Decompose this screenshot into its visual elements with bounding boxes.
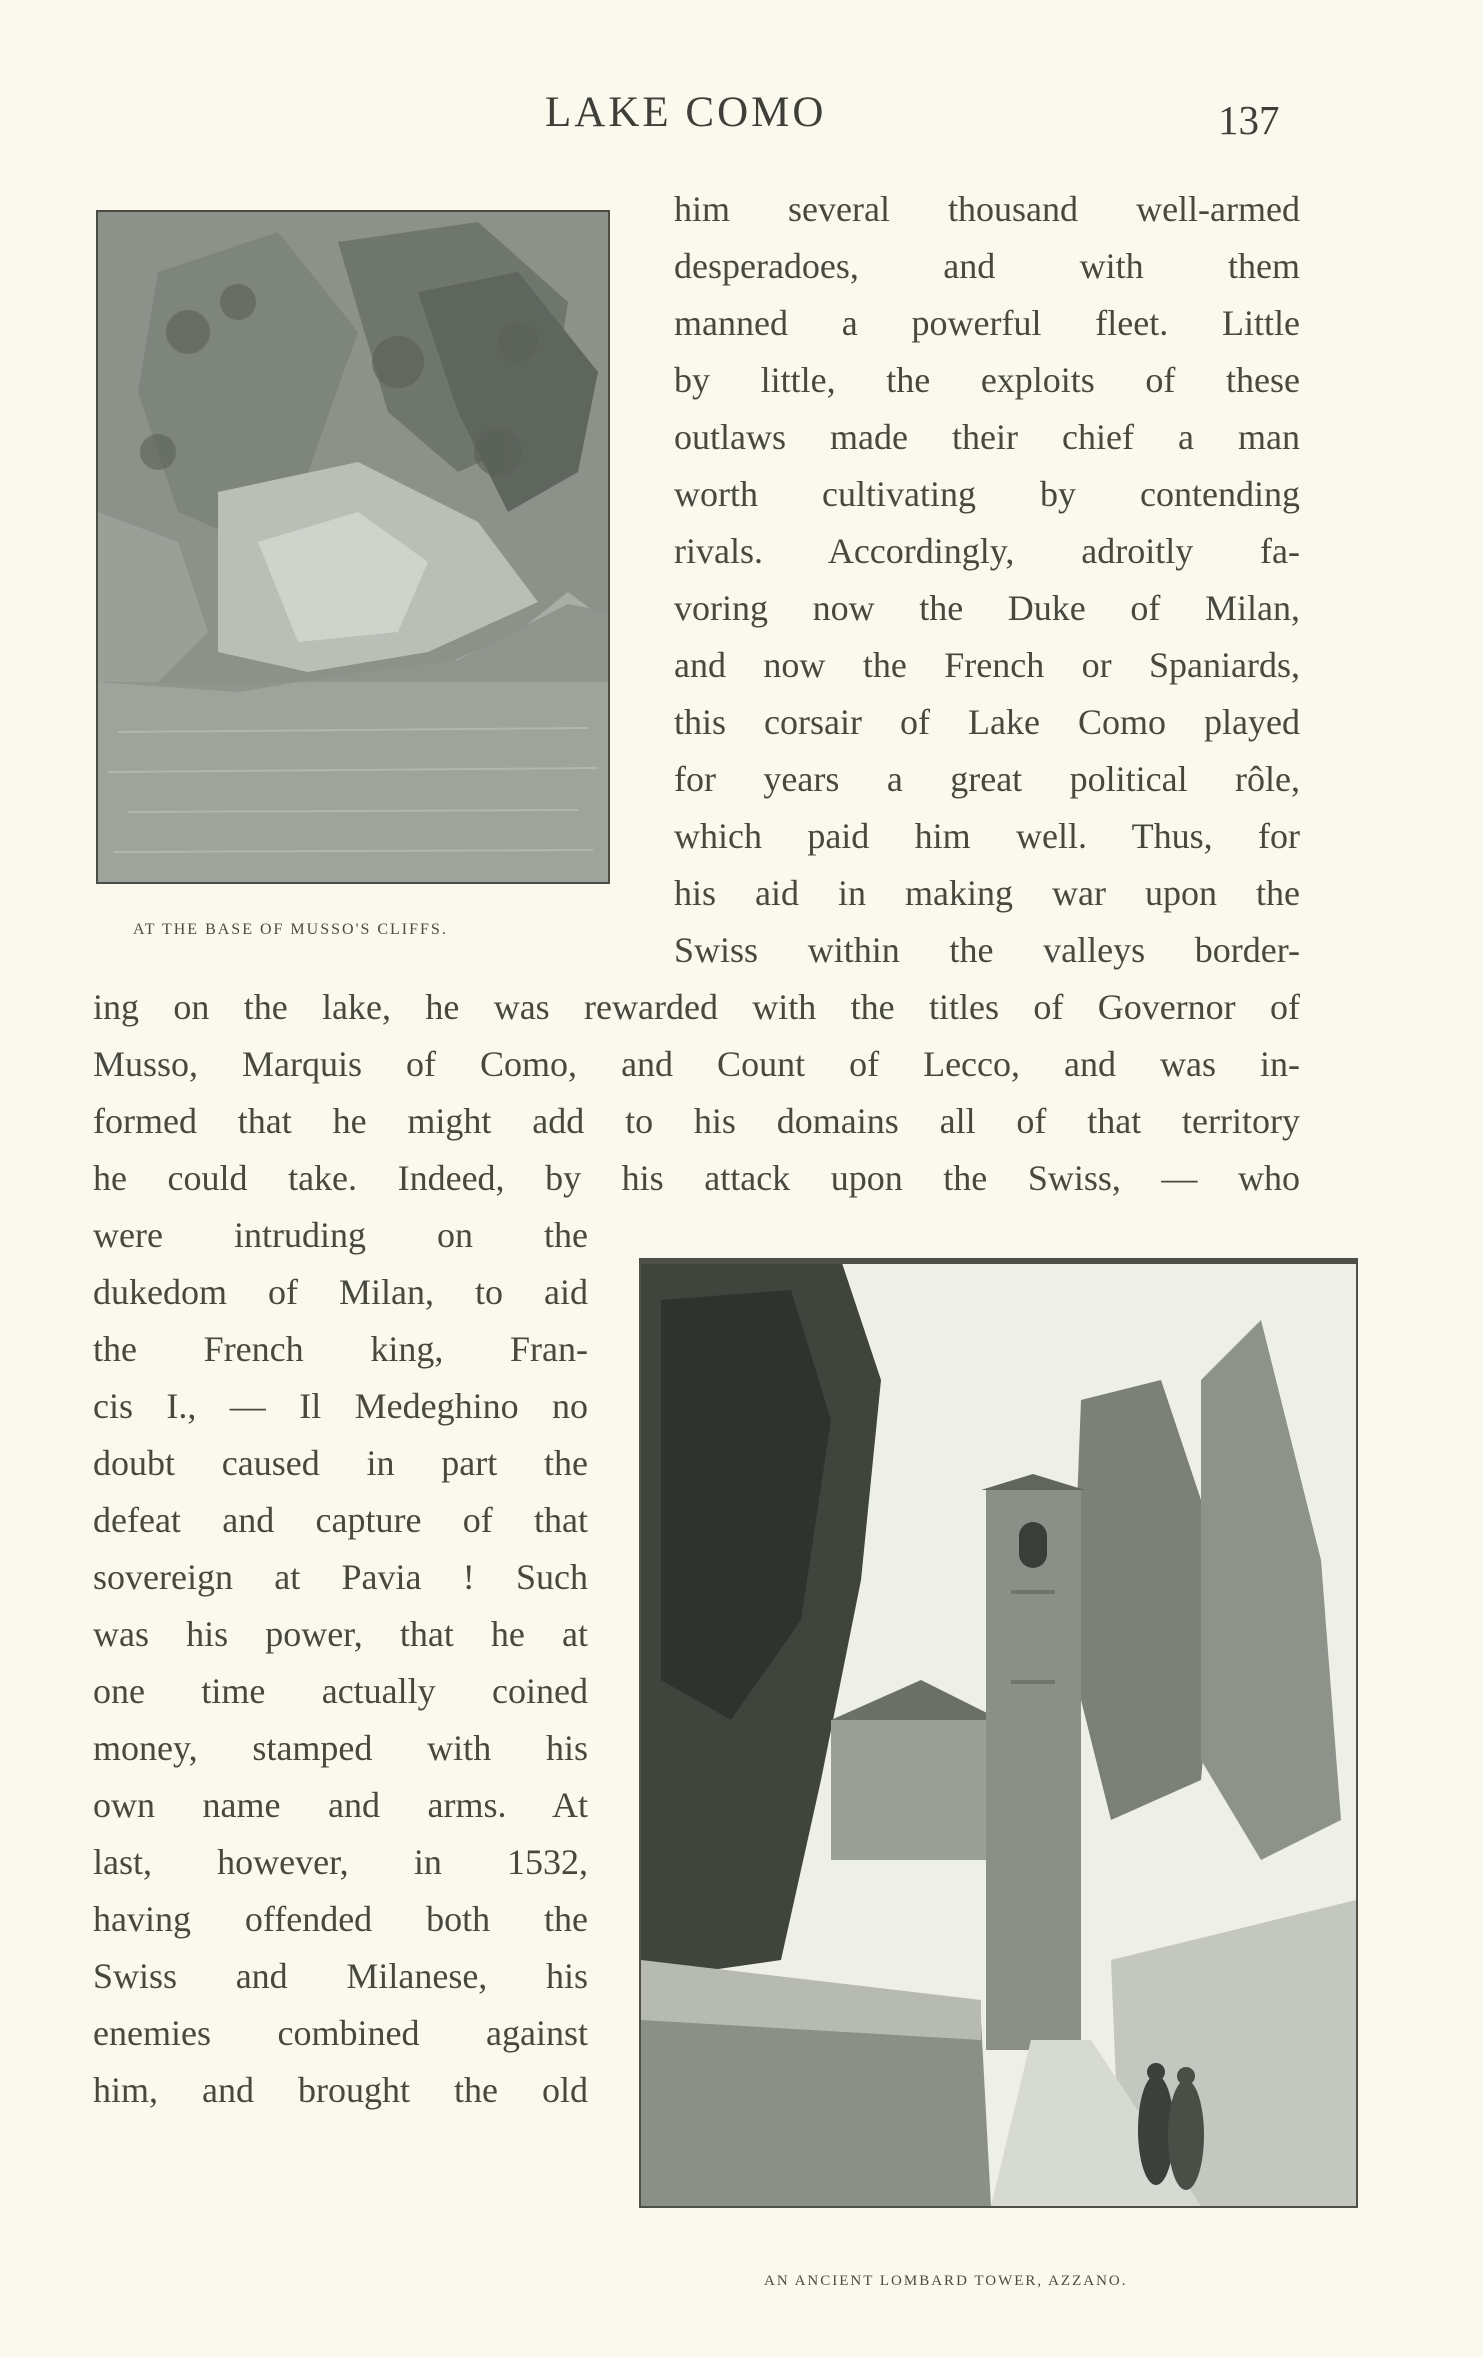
text-line: Musso, Marquis of Como, and Count of Lecco, and was in-	[93, 1044, 1300, 1084]
text-line: he could take. Indeed, by his attack upon the Swiss, — who	[93, 1158, 1300, 1198]
text-line: having offended both the	[93, 1899, 588, 1939]
text-line: Swiss within the valleys border-	[674, 930, 1300, 970]
text-line: own name and arms. At	[93, 1785, 588, 1825]
text-line: for years a great political rôle,	[674, 759, 1300, 799]
text-line: him, and brought the old	[93, 2070, 588, 2110]
text-line: defeat and capture of that	[93, 1500, 588, 1540]
text-line: and now the French or Spaniards,	[674, 645, 1300, 685]
running-title: LAKE COMO	[545, 89, 827, 136]
text-line: the French king, Fran-	[93, 1329, 588, 1369]
figure-caption: AN ANCIENT LOMBARD TOWER, AZZANO.	[764, 2273, 1128, 2289]
text-line: one time actually coined	[93, 1671, 588, 1711]
text-line: was his power, that he at	[93, 1614, 588, 1654]
text-line: last, however, in 1532,	[93, 1842, 588, 1882]
page-number: 137	[1218, 97, 1280, 143]
text-line: voring now the Duke of Milan,	[674, 588, 1300, 628]
text-line: outlaws made their chief a man	[674, 417, 1300, 457]
text-line: money, stamped with his	[93, 1728, 588, 1768]
text-line: by little, the exploits of these	[674, 360, 1300, 400]
text-line: enemies combined against	[93, 2013, 588, 2053]
text-line: desperadoes, and with them	[674, 246, 1300, 286]
text-line: formed that he might add to his domains all of that territory	[93, 1101, 1300, 1141]
text-line: sovereign at Pavia ! Such	[93, 1557, 588, 1597]
text-line: doubt caused in part the	[93, 1443, 588, 1483]
figure-caption: AT THE BASE OF MUSSO'S CLIFFS.	[133, 921, 448, 938]
text-line: rivals. Accordingly, adroitly fa-	[674, 531, 1300, 571]
text-line: cis I., — Il Medeghino no	[93, 1386, 588, 1426]
tower-illustration	[641, 1260, 1356, 2206]
text-line: worth cultivating by contending	[674, 474, 1300, 514]
cliffs-photograph	[96, 210, 610, 884]
tower-photograph	[639, 1258, 1358, 2208]
text-line: were intruding on the	[93, 1215, 588, 1255]
text-line: manned a powerful fleet. Little	[674, 303, 1300, 343]
text-line: his aid in making war upon the	[674, 873, 1300, 913]
text-line: which paid him well. Thus, for	[674, 816, 1300, 856]
text-line: dukedom of Milan, to aid	[93, 1272, 588, 1312]
text-line: Swiss and Milanese, his	[93, 1956, 588, 1996]
text-line: ing on the lake, he was rewarded with the titles of Governor of	[93, 987, 1300, 1027]
cliffs-illustration	[98, 212, 608, 882]
text-line: him several thousand well-armed	[674, 189, 1300, 229]
text-line: this corsair of Lake Como played	[674, 702, 1300, 742]
